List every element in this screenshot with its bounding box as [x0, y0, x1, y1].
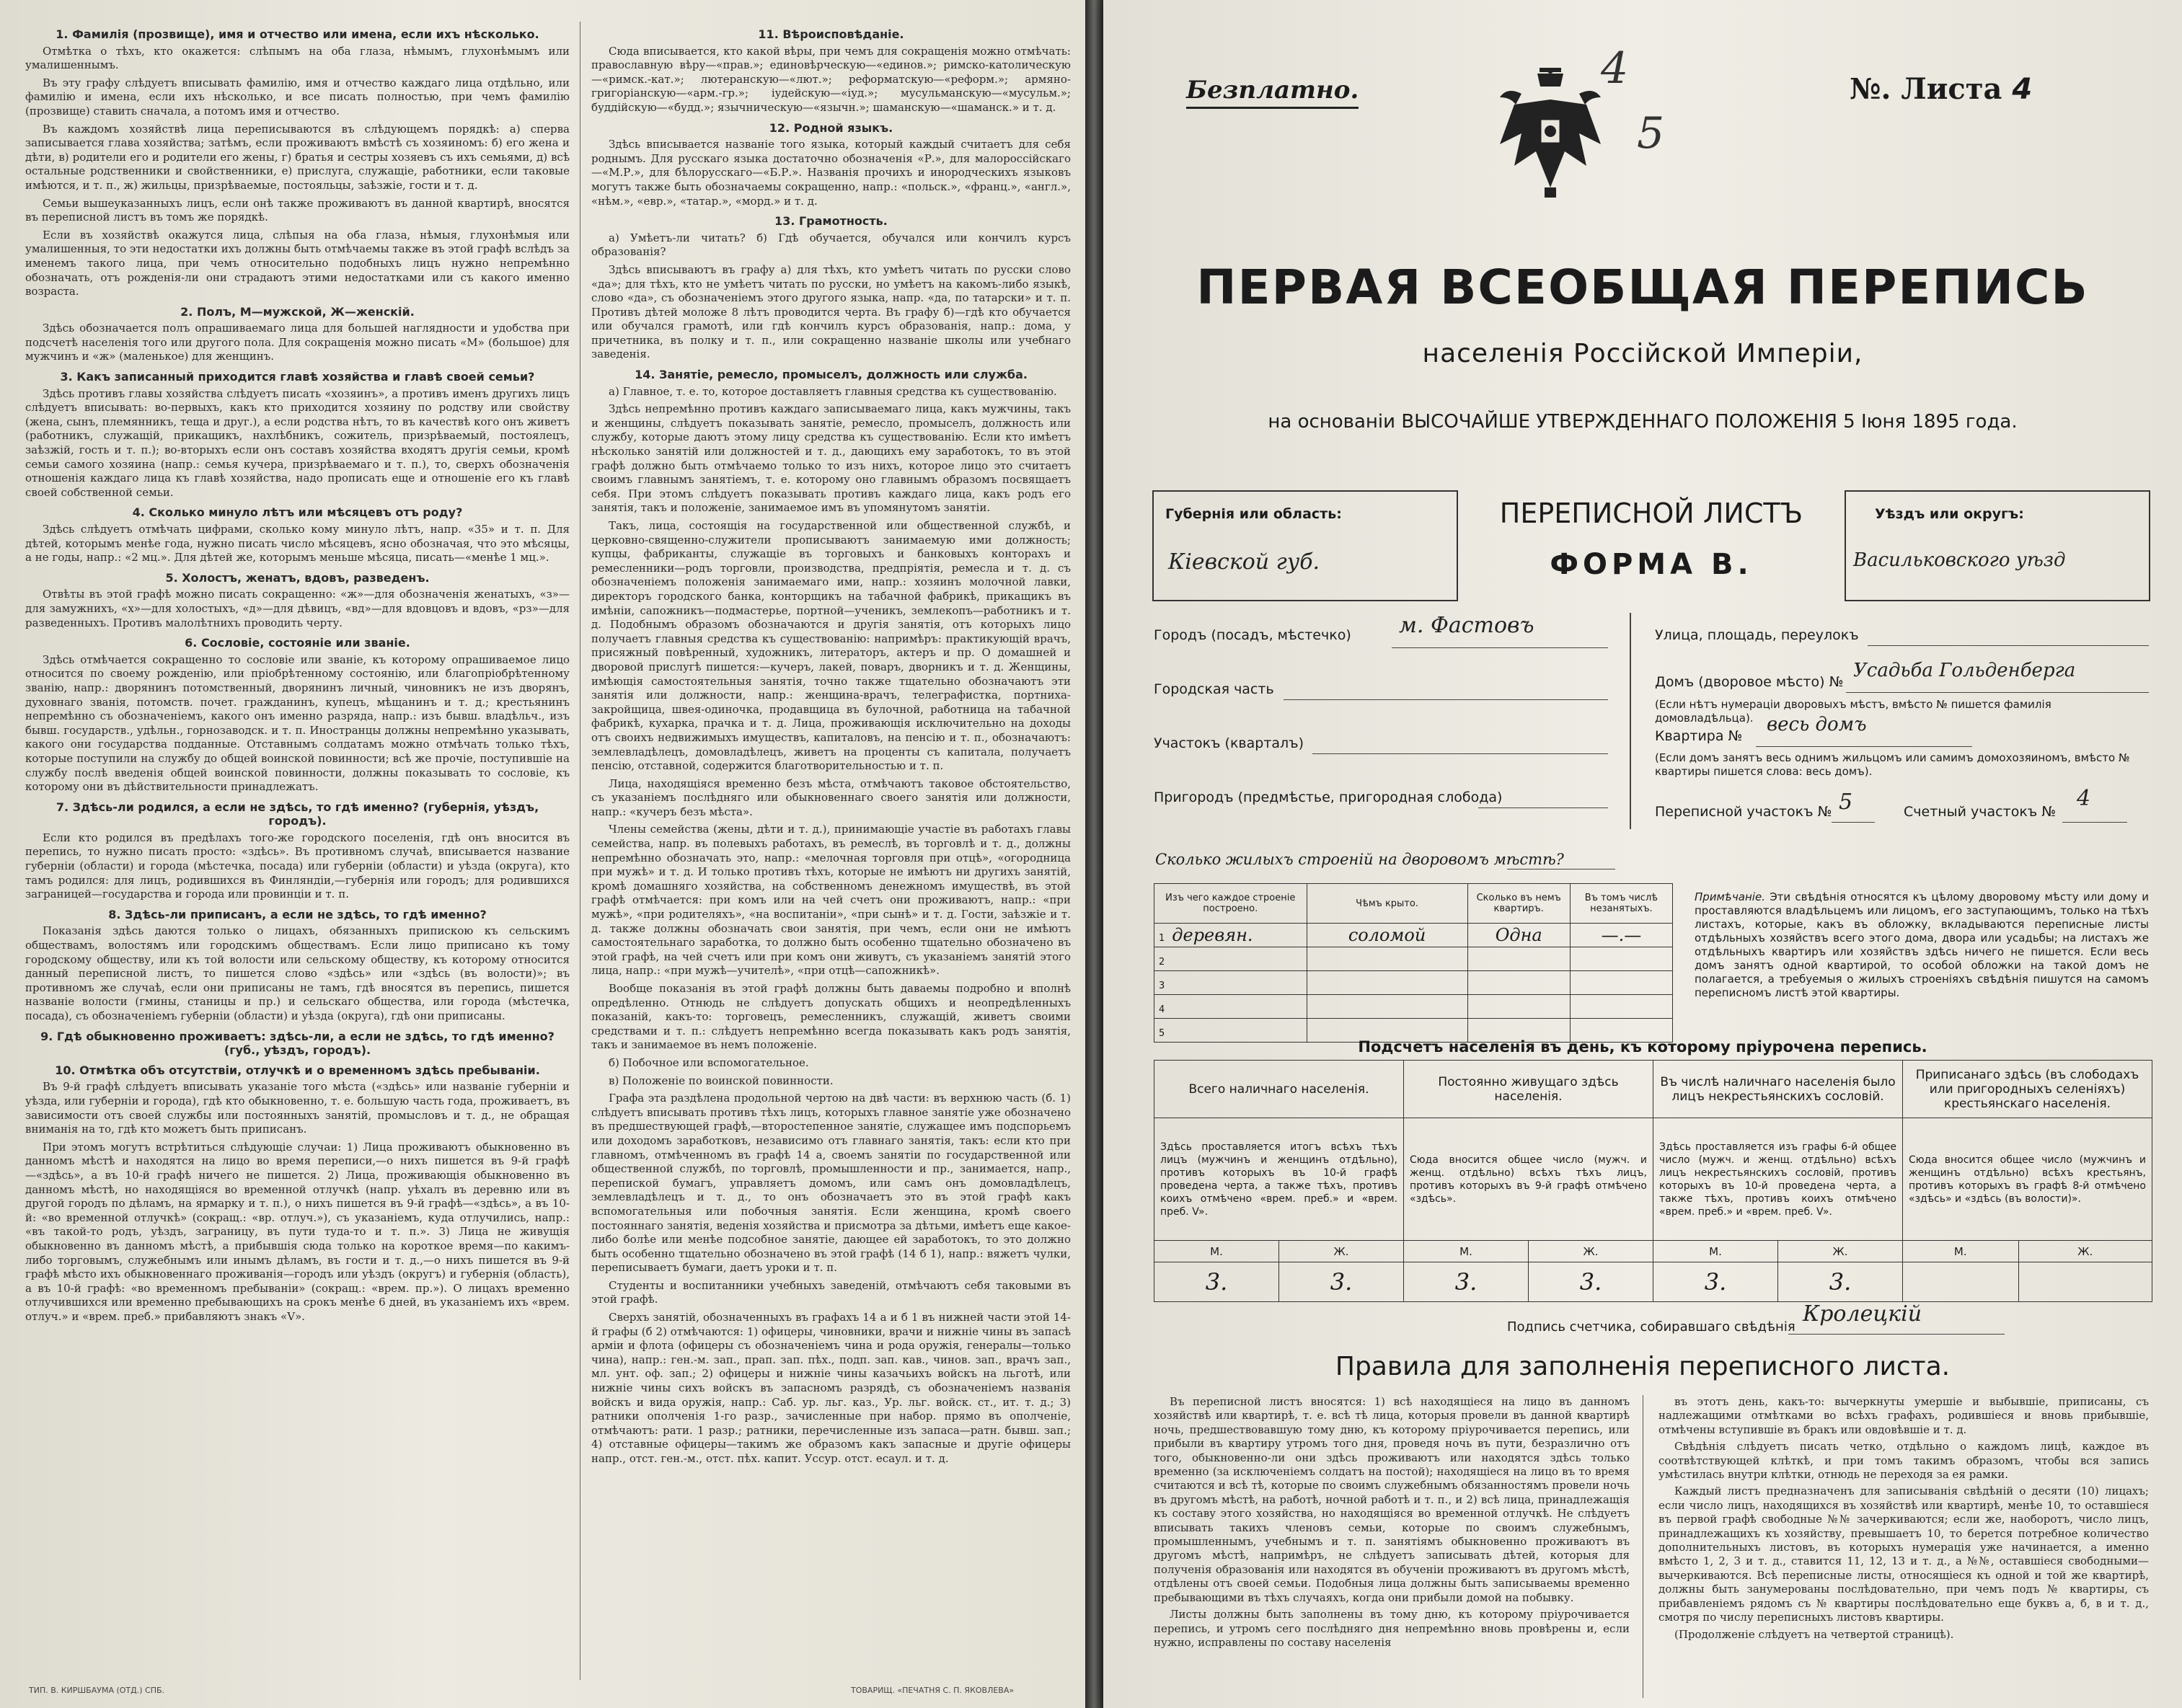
sheet-number-value: 4 — [2012, 73, 2033, 106]
instruction-heading: 10. Отмѣтка объ отсутствіи, отлучкѣ и о временномъ здѣсь пребываніи. — [55, 1063, 540, 1077]
instruction-heading: 4. Сколько минуло лѣтъ или мѣсяцевъ отъ роду? — [132, 505, 463, 520]
building-row-number: 4 — [1159, 1004, 1165, 1015]
sex-male-label: М. — [1903, 1241, 2019, 1262]
building-flats-cell — [1467, 971, 1570, 995]
instruction-paragraph: а) Умѣетъ-ли читать? б) Гдѣ обучается, обучался или кончилъ курсъ образованія? — [591, 231, 1071, 259]
street-underline — [1868, 645, 2149, 646]
buildings-table — [1154, 883, 1673, 1043]
double-headed-eagle-emblem — [1493, 65, 1608, 202]
instruction-heading: 9. Гдѣ обыкновенно проживаетъ: здѣсь-ли, а если не здѣсь, то гдѣ именно? (губ., уѣздъ, городъ). — [40, 1029, 555, 1058]
count-sex-row — [1154, 1241, 2152, 1262]
rules-paragraph: Въ переписной листъ вносятся: 1) всѣ находящіеся на лицо въ данномъ хозяйствѣ или квартирѣ, т. е. всѣ тѣ лица, которыя провели въ данной квартирѣ ночь, предшествовавшую тому дню, къ которому пріурочивается перепись, или прибыли въ квартиру утромъ того дня, проведя ночь въ пути, безразлично отъ того, обыкновенно-ли они здѣсь проживаютъ или находятся здѣсь только временно (за исключеніемъ солдатъ на постой); находящіеся на лицо въ то время считаются и всѣ тѣ, которые по своимъ служебнымъ обязанностямъ провели ночь въ другомъ мѣстѣ, на работѣ, ночной работѣ и т. п., и 2) всѣ лица, принадлежащія къ составу этого хозяйства, но находящіяся во временной отлучкѣ. Не слѣдуетъ вписывать такихъ членовъ семьи, которые по своимъ служебнымъ, промышленнымъ, учебнымъ и т. п. занятіямъ обыкновенно проживаютъ въ другомъ мѣстѣ, напримѣръ, не слѣдуетъ записывать дѣтей, которыя для полученія образованія или находятся въ обученіи проживаютъ въ другомъ мѣстѣ, отдѣлены отъ своей семьи. Подобныя лица должны быть записываемы временно пребывающими въ тѣхъ случаяхъ, когда они прибыли домой на побывку. — [1154, 1395, 1630, 1604]
signature-underline — [1788, 1334, 2005, 1335]
instruction-paragraph: Графа эта раздѣлена продольной чертою на двѣ части: въ верхнюю часть (б. 1) слѣдуетъ вписывать противъ тѣхъ лицъ, которыхъ главное занятіе уже обозначено въ предшествующей графѣ,—второстепенное занятіе, служащее имъ подспорьемъ или доходомъ заработковъ, независимо отъ главнаго занятія, такъ: если кто при главномъ, отмѣченномъ въ графѣ 14 а, своемъ занятіи по государственной или общественной службѣ, по торговлѣ, промышленности и пр., занимается, напр., перепиской бумагъ, управляетъ домомъ, или самъ онъ домовладѣлецъ, землевладѣлецъ и т. д., то онъ обозначаетъ это въ этой графѣ какъ вспомогательныя или побочныя занятія. Если женщина, кромѣ своего постояннаго занятія, веденія хозяйства и присмотра за дѣтьми, имѣетъ еще какое-либо болѣе или менѣе подсобное занятіе, дающее ей заработокъ, то это должно быть особенно тщательно обозначено въ этой графѣ (14 б 1), напр.: вяжетъ чулки, переписываетъ бумаги, даетъ уроки и т. п. — [591, 1092, 1071, 1275]
count-description-1: Здѣсь проставляется итогъ всѣхъ тѣхъ лицъ (мужчинъ и женщинъ отдѣльно), противъ которыхъ въ 10-й графѣ проведена черта, а также тѣхъ, противъ коихъ отмѣчено «врем. преб.» и «врем. преб. V». — [1154, 1118, 1404, 1241]
suburb-underline — [1478, 807, 1608, 808]
province-value: Кіевской губ. — [1168, 549, 1320, 575]
census-title: ПЕРВАЯ ВСЕОБЩАЯ ПЕРЕПИСЬ — [1196, 260, 2089, 315]
buildings-row — [1154, 995, 1673, 1019]
instruction-paragraph: в) Положеніе по воинской повинности. — [609, 1074, 834, 1087]
building-roof-cell — [1307, 995, 1467, 1019]
count-values-row — [1154, 1262, 2152, 1302]
count-value-cell — [2018, 1262, 2152, 1302]
count-value-cell: 3. — [1653, 1262, 1778, 1302]
signature-label: Подпись счетчика, собиравшаго свѣдѣнія — [1507, 1319, 1795, 1335]
building-material-cell — [1154, 924, 1307, 947]
census-section-underline — [1832, 822, 1875, 823]
apartment-label: Квартира № — [1655, 728, 1743, 744]
instruction-paragraph: Въ эту графу слѣдуетъ вписывать фамилію, имя и отчество каждаго лица отдѣльно, или фамилію и имена, если ихъ нѣсколько, и все писать полностью, при чемъ фамилію (прозвище) ставить сначала, а потомъ имя и отчество. — [25, 76, 570, 118]
buildings-note-text: Эти свѣдѣнія относятся къ цѣлому дворовому мѣсту или дому и проставляются владѣльцемъ или лицомъ, его заступающимъ, только на тѣхъ листахъ, которые, какъ въ обложку, вкладываются переписные листы отдѣльныхъ хозяйствъ всего этого дома, двора или усадьбы; на листахъ же отдѣльныхъ квартиръ или хозяйствъ здѣсь ничего не пишется. Если весь домъ занятъ одной квартирой, то особой обложки на такой домъ не полагается, а требуемыя о жилыхъ строеніяхъ свѣдѣнія пишутся на самомъ переписномъ листѣ этой квартиры. — [1695, 890, 2149, 999]
instruction-heading: 3. Какъ записанный приходится главѣ хозяйства и главѣ своей семьи? — [60, 370, 535, 384]
building-roof-cell: соломой — [1307, 924, 1467, 947]
buildings-row — [1154, 947, 1673, 971]
printer-imprint-right: ТОВАРИЩ. «ПЕЧАТНЯ С. П. ЯКОВЛЕВА» — [851, 1686, 1015, 1695]
printer-imprint-left: ТИП. В. КИРШБАУМА (ОТД.) СПБ. — [29, 1686, 165, 1695]
city-part-underline — [1284, 699, 1608, 700]
form-letter: ФОРМА В. — [1550, 548, 1753, 581]
instruction-paragraph: Здѣсь вписывается названіе того языка, который каждый считаетъ для себя роднымъ. Для русскаго языка достаточно обозначенія «Р.», для малороссійскаго—«М.Р.», для бѣлорусскаго—«Б.Р.». Названія прочихъ и инородческихъ языковъ могутъ также быть обозначаемы сокращенно, напр.: «польск.», «франц.», «англ.», «нѣм.», «евр.», «татар.», «морд.» и т. д. — [591, 138, 1071, 208]
count-header-row — [1154, 1061, 2152, 1118]
sex-male-label: М. — [1653, 1241, 1778, 1262]
rules-paragraph: (Продолженіе слѣдуетъ на четвертой страницѣ). — [1674, 1627, 1954, 1641]
sex-female-label: Ж. — [1529, 1241, 1653, 1262]
count-value-cell: 3. — [1279, 1262, 1404, 1302]
sex-female-label: Ж. — [1778, 1241, 1903, 1262]
census-subtitle: населенія Россійской Имперіи, — [1422, 339, 1863, 368]
house-note: (Если нѣтъ нумерацiи дворовыхъ мѣстъ, вмѣсто № пишется фамилія домовладѣльца). — [1655, 698, 2051, 725]
instruction-paragraph: Здѣсь слѣдуетъ отмѣчать цифрами, сколько кому минуло лѣтъ, напр. «35» и т. п. Для дѣтей, которымъ менѣе года, нужно писать число мѣсяцевъ, ясно обозначая, что это мѣсяцы, а не годы, напр.: «2 мц.». Для дѣтей же, которымъ меньше мѣсяца, писать—«менѣе 1 мц.». — [25, 523, 570, 565]
building-flats-cell — [1467, 995, 1570, 1019]
building-empty-cell — [1570, 947, 1672, 971]
building-material-value: деревян. — [1172, 925, 1253, 945]
buildings-header-flats: Сколько въ немъ квартиръ. — [1467, 884, 1570, 924]
census-section-label: Переписной участокъ № — [1655, 804, 1832, 820]
buildings-header-roof: Чѣмъ крыто. — [1307, 884, 1467, 924]
signature-value: Кролецкій — [1803, 1301, 1922, 1327]
buildings-underline — [1507, 869, 1615, 870]
quarter-underline — [1312, 753, 1608, 754]
count-header-2: Постоянно живущаго здѣсь населенія. — [1404, 1061, 1653, 1118]
count-value-cell: 3. — [1529, 1262, 1653, 1302]
instruction-paragraph: Сверхъ занятій, обозначенныхъ въ графахъ 14 а и б 1 въ нижней части этой 14-й графы (б 2) отмѣчаются: 1) офицеры, чиновники, врачи и нижніе чины въ запасѣ арміи и флота (офицеры съ обозначеніемъ чина и рода оружія, генералы—только чина), напр.: ген.-м. зап., прап. зап. пѣх., подп. зап. кав., чинов. зап., врачъ зап., мл. унт. оф. зап.; 2) офицеры и нижніе чины казачьихъ войскъ на льготѣ, или нижніе чины сихъ войскъ въ запасномъ разрядѣ, съ обозначеніемъ названія войскъ и вида оружія, напр.: Саб. ур. льг. каз., Ур. льг. войск. ст., ит. т. д.; 3) ратники ополченія 1-го разр., зачисленные при набор. прямо въ ополченіе, отмѣчаютъ: рати. 1 разр.; ратники, перечисленные изъ запаса—ратн. бывш. зап.; 4) отставные офицеры—такимъ же образомъ какъ запасные и другіе офицеры напр., отст. ген.-м., отст. пѣх. капит. Уссур. отст. есаул. и т. д. — [591, 1311, 1071, 1465]
building-flats-cell: Одна — [1467, 924, 1570, 947]
rules-column-left — [1154, 1395, 1630, 1652]
instruction-paragraph: Вообще показанія въ этой графѣ должны быть даваемы подробно и вполнѣ опредѣленно. Отнюдь не слѣдуетъ допускать общихъ и неопредѣленныхъ показаній, какъ-то: торговецъ, ремесленникъ, служащій, живетъ своими средствами и т. п.: слѣдуетъ непремѣнно всегда показывать какъ родъ занятія, такъ и занимаемое въ немъ положеніе. — [591, 982, 1071, 1052]
count-value-cell: 3. — [1778, 1262, 1903, 1302]
city-part-label: Городская часть — [1154, 681, 1274, 697]
instructions-column-1 — [25, 22, 570, 1327]
instruction-heading: 12. Родной языкъ. — [769, 120, 893, 135]
sex-female-label: Ж. — [2018, 1241, 2152, 1262]
buildings-note-label: Примѣчаніе. — [1695, 890, 1765, 903]
instruction-heading: 2. Полъ, М—мужской, Ж—женскій. — [180, 304, 415, 319]
rules-paragraph: Свѣдѣнія слѣдуетъ писать четко, отдѣльно о каждомъ лицѣ, каждое въ соотвѣтствующей клѣткѣ, и при томъ такимъ образомъ, чтобы вся запись умѣстилась внутри клѣтки, отнюдь не переходя за ея рамки. — [1658, 1440, 2149, 1482]
pencil-mark-2: 5 — [1637, 108, 1665, 159]
building-empty-cell — [1570, 971, 1672, 995]
instruction-paragraph: Такъ, лица, состоящія на государственной или общественной службѣ, и церковно-священно-служители прописываютъ занимаемую ими должность; купцы, фабриканты, служащіе въ торговыхъ и банковыхъ конторахъ и ремесленники—родъ торговли, производства, предпріятія, ремесла и т. д. съ обозначеніемъ положенія занимаемаго ими, напр.: хозяинъ молочной лавки, директоръ городского банка, конторщикъ на табачной фабрикѣ, прикащикъ въ имѣніи, сапожникъ—подмастерье, портной—ученикъ, землекопъ—работникъ и т. д. Подобнымъ образомъ обозначаются и другія занятія, отъ которыхъ лицо получаетъ главныя средства къ существованію: напримѣръ: практикующій врачъ, присяжный повѣренный, художникъ, литераторъ, актеръ и пр. О домашней и дворовой прислугѣ пишется:—кучеръ, лакей, поваръ, дворникъ и т. д. Женщины, имѣющія самостоятельныя занятія, точно также тщательно обозначаютъ эти занятія или должности, напр.: женщина-врачъ, телеграфистка, портниха-закройщица, швея-одиночка, продавщица въ булочной, работница на табачной фабрикѣ, кухарка, прачка и т. д. Лица, проживающія исключительно на доходы отъ своихъ недвижимыхъ имуществъ, капиталовъ, на пенсію и т. п., обозначаютъ: землевладѣлецъ, домовладѣлецъ, живетъ на проценты съ капитала, получаетъ пенсію, отставной, содержится благотворительностью и т. п. — [591, 519, 1071, 773]
instruction-paragraph: Если въ хозяйствѣ окажутся лица, слѣпыя на оба глаза, нѣмыя, глухонѣмыя или умалишенныя, то эти недостатки ихъ должны быть отмѣчаемы также въ этой графѣ вслѣдъ за именемъ такого лица, при чемъ относительно подобныхъ лицъ нужно непремѣнно обозначать, отъ рожденія-ли они страдаютъ этими недостатками или съ какого именно возраста. — [25, 228, 570, 298]
buildings-row — [1154, 924, 1673, 947]
buildings-header-empty: Въ томъ числѣ незанятыхъ. — [1570, 884, 1672, 924]
count-description-2: Сюда вносится общее число (мужч. и женщ. отдѣльно) всѣхъ тѣхъ лицъ, противъ которыхъ въ 9-й графѣ отмѣчено «здѣсь». — [1404, 1118, 1653, 1241]
instruction-paragraph: Лица, находящіяся временно безъ мѣста, отмѣчаютъ таковое обстоятельство, съ указаніемъ послѣдняго или обыкновеннаго своего занятія или должности, напр.: «кучеръ безъ мѣста». — [591, 776, 1071, 818]
instruction-paragraph: При этомъ могутъ встрѣтиться слѣдующіе случаи: 1) Лица проживаютъ обыкновенно въ данномъ мѣстѣ и находятся на лицо во время переписи,—о нихъ пишется въ 9-й графѣ—«здѣсь», а въ 10-й графѣ ничего не пишется. 2) Лица, проживающія обыкновенно въ данномъ мѣстѣ, но находящіяся во временной отлучкѣ (напр. уѣхалъ въ деревню или въ другой городъ по дѣламъ, на ярмарку и т. п.), о нихъ пишется въ 9-й графѣ—«здѣсь», а въ 10-й: «во временной отлучкѣ» (сокращ.: «вр. отлуч.»), съ указаніемъ, куда отлучились, напр.: «въ такой-то родъ, уѣздъ, заграницу, въ пути туда-то и т. п.». 3) Лица не живущія обыкновенно въ данномъ мѣстѣ, а прибывшія сюда только на короткое время—по какимъ-либо торговымъ, служебнымъ или инымъ дѣламъ, въ гости и т. д.,—о нихъ пишется въ 9-й графѣ мѣсто ихъ обыкновеннаго проживанія—городъ или уѣздъ (округъ) и губернія (область), а въ 10-й графѣ: «во временномъ пребываніи» (сокращ.: «врем. пр.»). О лицахъ временно отлучившихся или временно пребывающихъ на срокъ менѣе 6 дней, въ указаніемъ ихъ «врем. отлуч.» и «врем. преб.» прибавляютъ знакъ «V». — [25, 1140, 570, 1323]
count-description-4: Сюда вносится общее число (мужчинъ и женщинъ отдѣльно) всѣхъ крестьянъ, противъ которыхъ въ графѣ 8-й отмѣчено «здѣсь» и «здѣсь (въ волости)». — [1903, 1118, 2152, 1241]
instruction-paragraph: Студенты и воспитанники учебныхъ заведеній, отмѣчаютъ себя таковыми въ этой графѣ. — [591, 1278, 1071, 1306]
count-header-1: Всего наличнаго населенія. — [1154, 1061, 1404, 1118]
building-material-cell — [1154, 947, 1307, 971]
building-flats-cell — [1467, 947, 1570, 971]
buildings-question: Сколько жилыхъ строеній на дворовомъ мѣстѣ? — [1155, 851, 1564, 868]
book-gutter — [1085, 0, 1103, 1708]
rules-column-right — [1658, 1395, 2149, 1645]
city-label: Городъ (посадъ, мѣстечко) — [1154, 627, 1351, 643]
house-value: Усадьба Гольденберга — [1853, 660, 2076, 681]
building-material-cell — [1154, 971, 1307, 995]
count-header-4: Приписанаго здѣсь (въ слободахъ или пригородныхъ селеніяхъ) крестьянскаго населенія. — [1903, 1061, 2152, 1118]
count-section-value: 4 — [2077, 786, 2091, 811]
buildings-row — [1154, 971, 1673, 995]
count-title: Подсчетъ населенія въ день, къ которому пріурочена перепись. — [1358, 1038, 1927, 1056]
district-box — [1845, 490, 2150, 601]
rules-paragraph: Листы должны быть заполнены въ тому дню, къ которому пріурочивается перепись, и утромъ сего послѣдняго дня непремѣнно вновь провѣрены и, если нужно, исправлены по составу населенія — [1154, 1608, 1630, 1649]
count-section-underline — [2062, 822, 2127, 823]
count-value-cell: 3. — [1404, 1262, 1529, 1302]
building-row-number: 3 — [1159, 981, 1165, 991]
instruction-paragraph: Отвѣты въ этой графѣ можно писать сокращенно: «ж»—для обозначенія женатыхъ, «з»—для замужнихъ, «х»—для холостыхъ, «д»—для дѣвицъ, «вд»—для вдовцовъ и вдовъ, «рз»—для разведенныхъ. Противъ малолѣтнихъ проводить черту. — [25, 588, 570, 629]
instruction-paragraph: Члены семейства (жены, дѣти и т. д.), принимающіе участіе въ работахъ главы семейства, напр. въ полевыхъ работахъ, въ ремеслѣ, въ торговлѣ и т. д., должны непремѣнно обозначать это, напр.: «мелочная торговля при отцѣ», «огородница при мужѣ» и т. д. И только противъ тѣхъ, которые не имѣютъ ни другихъ занятій, кромѣ домашняго хозяйства, на собственномъ денежномъ имуществѣ, въ этой графѣ отмѣчается: при комъ или на чей счетъ они проживаютъ, напр.: «при мужѣ», «при родителяхъ», «на воспитаніи», «при сынѣ» и т. д. Гости, заѣзжіе и т. д. также должны обозначать свои занятія, при чемъ, если они не имѣютъ самостоятельнаго заработка, то должно быть особенно тщательно обозначено въ этой графѣ, на чей счетъ или при комъ они живутъ, съ указаніемъ занятій этого лица, напр.: «при мужѣ—учителѣ», «при отцѣ—сапожникѣ». — [591, 823, 1071, 978]
rules-title: Правила для заполненія переписного листа. — [1335, 1352, 1951, 1381]
instruction-paragraph: Отмѣтка о тѣхъ, кто окажется: слѣпымъ на оба глаза, нѣмымъ, глухонѣмымъ или умалишеннымъ. — [25, 44, 570, 72]
form-title: ПЕРЕПИСНОЙ ЛИСТЪ — [1499, 497, 1803, 529]
building-row-number: 5 — [1159, 1028, 1165, 1039]
count-description-3: Здѣсь проставляется изъ графы 6-й общее число (мужч. и женщ. отдѣльно) всѣхъ лицъ некрестьянскихъ сословій, противъ которыхъ въ 10-й проведена черта, а также тѣхъ, противъ коихъ отмѣчено «врем. преб.» и «врем. преб. V». — [1653, 1118, 1903, 1241]
building-empty-cell: —.— — [1570, 924, 1672, 947]
instruction-heading: 7. Здѣсь-ли родился, а если не здѣсь, то гдѣ именно? (губернія, уѣздъ, городъ). — [56, 800, 539, 828]
left-page — [0, 0, 1085, 1708]
instruction-heading: 5. Холостъ, женатъ, вдовъ, разведенъ. — [165, 570, 430, 585]
house-label: Домъ (дворовое мѣсто) № — [1655, 674, 1844, 690]
sex-male-label: М. — [1154, 1241, 1279, 1262]
instruction-paragraph: Здѣсь непремѣнно противъ каждаго записываемаго лица, какъ мужчины, такъ и женщины, слѣдуетъ показывать занятіе, ремесло, промыселъ, должность или службу, которые даютъ этому лицу средства къ существованію. Если кто имѣетъ нѣсколько занятій или должностей и т. д., дающихъ ему заработокъ, то въ этой графѣ должно быть отмѣчаемо только то изъ нихъ, которое лицо это считаетъ своимъ главнымъ занятіемъ, т. е. которому оно главнымъ образомъ посвящаетъ себя. При этомъ слѣдуетъ показывать противъ каждаго лица, какъ родъ его занятія, такъ и положеніе, занимаемое имъ въ упомянутомъ занятіи. — [591, 402, 1071, 515]
building-material-cell — [1154, 995, 1307, 1019]
apartment-value: весь домъ — [1767, 714, 1867, 735]
instruction-paragraph: Въ 9-й графѣ слѣдуетъ вписывать указаніе того мѣста («здѣсь» или названіе губерніи и уѣзда, или губерніи и города), гдѣ кто обыкновенно, т. е. большую часть года, проживаетъ, въ зависимости отъ своей службы или постоянныхъ занятій, промысловъ и т. д., не обращая вниманія на то, гдѣ кто можетъ быть приписанъ. — [25, 1080, 570, 1136]
city-value: м. Фастовъ — [1399, 613, 1534, 638]
instructions-column-2 — [591, 22, 1071, 1470]
sheet-number-label: №. Листа — [1850, 72, 2002, 106]
instruction-paragraph: Здѣсь противъ главы хозяйства слѣдуетъ писать «хозяинъ», а противъ именъ другихъ лицъ слѣдуетъ вписывать: во-первыхъ, какъ кто приходится хозяину по родству или свойству (жена, сынъ, племянникъ, теща и друг.), а если родства нѣтъ, то въ качествѣ кого онъ живетъ (работникъ, служащій, прикащикъ, нахлѣбникъ, сожитель, призрѣваемый, постоялецъ, заѣзжій, гость и т. п.); во-вторыхъ если онъ составъ хозяйства входятъ другія семьи, кромѣ семьи самого хозяина (напр.: семья кучера, призрѣваемаго и т. п.), то, сверхъ обозначенія отношенія каждаго лица къ главѣ хозяйства, надо прописать еще и отношеніе его къ главѣ своей собственной семьи. — [25, 386, 570, 499]
instruction-heading: 8. Здѣсь-ли приписанъ, а если не здѣсь, то гдѣ именно? — [108, 907, 487, 921]
suburb-label: Пригородъ (предмѣстье, пригородная слобода) — [1154, 789, 1503, 805]
address-divider — [1630, 613, 1631, 829]
buildings-header-material: Изъ чего каждое строеніе построено. — [1154, 884, 1307, 924]
instruction-heading: 1. Фамилія (прозвище), имя и отчество или имена, если ихъ нѣсколько. — [56, 27, 539, 41]
count-value-cell — [1903, 1262, 2019, 1302]
instruction-heading: 13. Грамотность. — [774, 214, 888, 229]
building-empty-cell — [1570, 995, 1672, 1019]
count-header-3: Въ числѣ наличнаго населенія было лицъ некрестьянскихъ сословій. — [1653, 1061, 1903, 1118]
instruction-paragraph: Показанія здѣсь даются только о лицахъ, обязанныхъ припискою къ сельскимъ обществамъ, волостямъ или городскимъ обществамъ. Если лицо приписано къ тому городскому обществу, или къ той волости или сельскому обществу, къ которому относится данный переписной листъ, то пишется слово «здѣсь» или «здѣсь (въ волости)»; въ противномъ же случаѣ, если они приписаны не тамъ, гдѣ вносятся въ перепись, пишется названіе волости (гмины, станицы и пр.) и сельскаго общества, или города (мѣстечка, посада), съ обозначеніемъ губерніи (области) и уѣзда (округа), гдѣ они приписаны. — [25, 924, 570, 1022]
district-label: Уѣздъ или округъ: — [1875, 506, 2024, 522]
sex-male-label: М. — [1404, 1241, 1529, 1262]
instruction-paragraph: Сюда вписывается, кто какой вѣры, при чемъ для сокращенія можно отмѣчать: православную вѣру—«прав.»; единовѣрческую—«единов.»; римско-католическую—«римск.-кат.»; лютеранскую—«лют.»; реформатскую—«реформ.»; армяно-григоріанскую—«арм.-гр.»; іудейскую—«іуд.»; мусульманскую—«мусульм.»; буддійскую—«будд.»; язычническую—«язычн.»; шаманскую—«шаманск.» и т. д. — [591, 44, 1071, 114]
instruction-paragraph: Семьи вышеуказанныхъ лицъ, если онѣ также проживаютъ въ данной квартирѣ, вносятся въ переписной листъ въ томъ же порядкѣ. — [25, 196, 570, 224]
population-count-table — [1154, 1060, 2152, 1302]
rules-paragraph: Каждый листъ предназначенъ для записыванія свѣдѣній о десяти (10) лицахъ; если число лицъ, находящихся въ хозяйствѣ или квартирѣ, менѣе 10, то оставшіеся въ первой графѣ свободные №№ зачеркиваются; если же, наоборотъ, число лицъ, принадлежащихъ къ хозяйству, превышаетъ 10, то берется потребное количество дополнительныхъ листовъ, въ которыхъ нумерація уже начинается, а именно вмѣсто 1, 2, 3 и т. д., ставится 11, 12, 13 и т. д., а №№, оставшіеся свободными—вычеркиваются. Всѣ переписные листы, относящіеся къ одной и той же квартирѣ, должны быть занумерованы послѣдовательно, при чемъ подъ № квартиры, съ прибавленіемъ рядомъ съ № квартиры послѣдовательно еще буквъ а, б, в и т. д., смотря по числу переписныхъ листовъ квартиры. — [1658, 1484, 2149, 1624]
apartment-note: (Если домъ занятъ весь однимъ жильцомъ или самимъ домохозяиномъ, вмѣсто № квартиры пишется слова: весь домъ). — [1655, 751, 2130, 778]
apartment-underline — [1756, 746, 1972, 747]
count-section-label: Счетный участокъ № — [1904, 804, 2057, 820]
instruction-paragraph: Здѣсь отмѣчается сокращенно то сословіе или званіе, къ которому опрашиваемое лицо относится по своему рожденію, или пріобрѣтенному состоянію, или благопріобрѣтенному званію, напр.: дворянинъ потомственный, дворянинъ личный, чиновникъ не изъ дворянъ, духовнаго званія, потомств. почет. гражданинъ, купецъ, мѣщанинъ и т. д.; крестьянинъ непремѣнно съ обозначеніемъ, какого онъ именно разряда, напр.: изъ бывш. владѣльч., изъ бывш. государств., удѣльн., горнозаводск. и т. п. Иностранцы должны непремѣнно указывать, какого они государства подданные. Отставнымъ солдатамъ можно отмѣчать только тѣхъ, которые поступили на службу до общей воинской повинности; всѣ же прочіе, поступившіе на службу послѣ введенія общей воинской повинности, должны показывать то сословіе, къ которому они въ дѣйствительности принадлежатъ. — [25, 652, 570, 794]
count-value-cell: 3. — [1154, 1262, 1279, 1302]
quarter-label: Участокъ (кварталъ) — [1154, 735, 1304, 751]
instruction-heading: 11. Вѣроисповѣданіе. — [758, 27, 904, 41]
street-label: Улица, площадь, переулокъ — [1655, 627, 1859, 643]
census-form-page — [1103, 0, 2182, 1708]
building-roof-cell — [1307, 947, 1467, 971]
census-section-value: 5 — [1839, 789, 1853, 815]
building-roof-cell — [1307, 971, 1467, 995]
instruction-heading: 14. Занятіе, ремесло, промыселъ, должность или служба. — [635, 368, 1028, 382]
rules-paragraph: въ этотъ день, какъ-то: вычеркнуты умершіе и выбывшіе, приписаны, съ надлежащими отмѣтками во всѣхъ графахъ, родившіеся и вновь прибывшіе, отмѣчены вступившіе въ бракъ или овдовѣвшіе и т. д. — [1658, 1395, 2149, 1436]
province-box — [1152, 490, 1458, 601]
instruction-paragraph: Здѣсь вписываютъ въ графу а) для тѣхъ, кто умѣетъ читать по русски слово «да»; для тѣхъ, кто не умѣетъ читать по русски, но умѣетъ на какомъ-либо языкѣ, слово «да», съ обозначеніемъ этого другого языка, напр. «да, по татарски» и т. п. Противъ дѣтей моложе 8 лѣтъ проводится черта. Въ графу б)—гдѣ кто обучается или обучался грамотѣ, или гдѣ кончилъ курсъ образованія, напр.: дома, у причетника, въ полку и т. п., или сокращенно названіе школы или учебнаго заведенія. — [591, 262, 1071, 361]
house-underline — [1846, 692, 2149, 693]
city-underline — [1392, 647, 1608, 648]
building-row-number: 1 — [1159, 933, 1165, 944]
instruction-paragraph: б) Побочное или вспомогательное. — [609, 1056, 809, 1069]
building-row-number: 2 — [1159, 957, 1165, 968]
province-label: Губернія или область: — [1165, 506, 1342, 522]
count-description-row — [1154, 1118, 2152, 1241]
instruction-paragraph: Здѣсь обозначается полъ опрашиваемаго лица для большей наглядности и удобства при подсчетѣ населенія того или другого пола. Для сокращенія можно писать «М» (большое) для мужчинъ и «ж» (маленькое) для женщинъ. — [25, 322, 570, 363]
sheet-number — [1850, 72, 2032, 106]
census-legal-basis: на основаніи ВЫСОЧАЙШЕ УТВЕРЖДЕННАГО ПОЛОЖЕНІЯ 5 Іюня 1895 года. — [1268, 411, 2018, 433]
buildings-note — [1695, 890, 2149, 1000]
district-value: Васильковского уѣзд — [1853, 549, 2066, 571]
instruction-paragraph: Если кто родился въ предѣлахъ того-же городского поселенія, гдѣ онъ вносится въ перепись, то нужно писать просто: «здѣсь». Въ противномъ случаѣ, вписывается название губерніи (области) и города (мѣстечка, посада) или губерніи (области) и уѣзда (округа), кто тамъ родился: для лицъ, родившихся въ Финляндіи,—губернія или городъ; для родившихся заграницей—государства и города или провинціи и т. п. — [25, 831, 570, 901]
instruction-paragraph: Въ каждомъ хозяйствѣ лица переписываются въ слѣдующемъ порядкѣ: а) сперва записывается глава хозяйства; затѣмъ, если проживаютъ вмѣстѣ съ хозяиномъ: б) его жена и дѣти, в) родители его и родители его жены, г) братья и сестры хозяевъ съ ихъ семьями, д) всѣ остальные родственники и свойственники, е) прислуга, служащіе, работники, если таковые имѣются, и т. п., ж) жильцы, призрѣваемые, постояльцы, заѣзжіе, гости и т. д. — [25, 122, 570, 192]
sex-female-label: Ж. — [1279, 1241, 1404, 1262]
instruction-paragraph: а) Главное, т. е. то, которое доставляетъ главныя средства къ существованію. — [609, 384, 1057, 398]
free-label: Безплатно. — [1186, 76, 1359, 105]
instruction-heading: 6. Сословіе, состояніе или званіе. — [185, 636, 410, 650]
pencil-mark-1: 4 — [1601, 43, 1629, 94]
